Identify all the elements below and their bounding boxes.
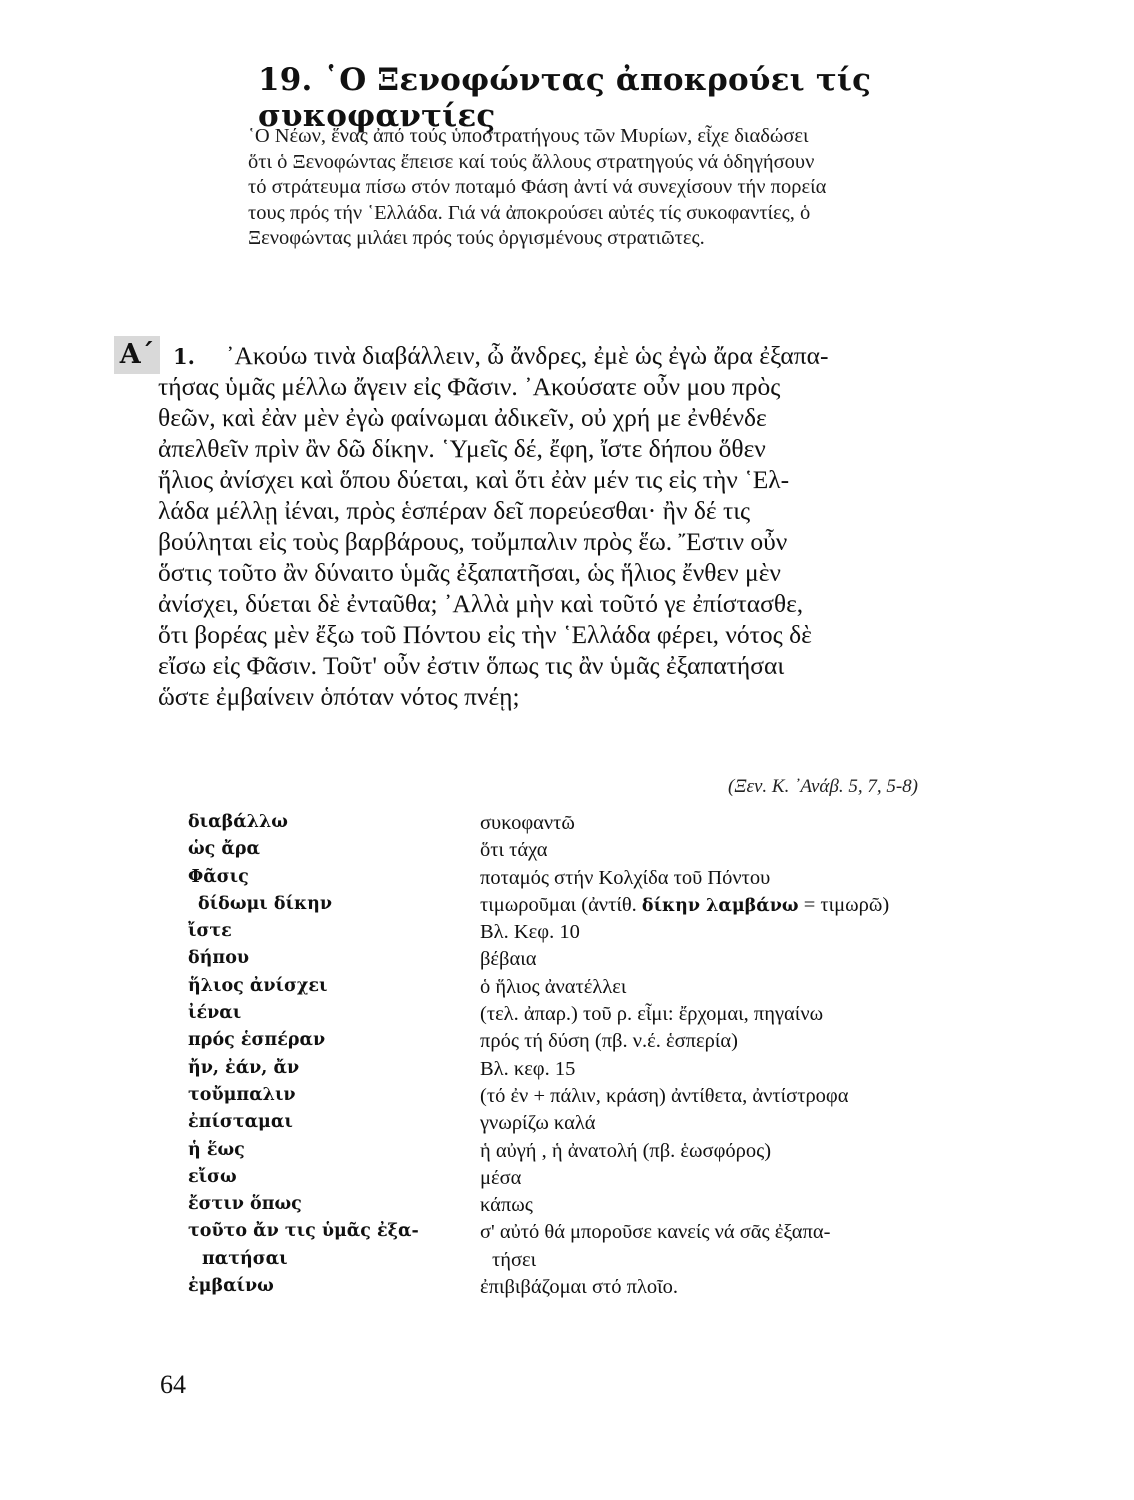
intro-paragraph: [248, 124, 1018, 252]
intro-line: ῾Ο Νέων, ἕνας ἀπό τούς ὑποστρατήγους τῶν Μυρίων, εἶχε διαδώσει: [248, 125, 809, 147]
passage-line: ὥστε ἐμβαίνειν ὁπόταν νότος πνέῃ;: [158, 682, 520, 711]
vocab-term: ἤν, ἐάν, ἄν: [188, 1057, 300, 1078]
vocab-term: τοὔμπαλιν: [188, 1084, 296, 1105]
vocab-row: [188, 839, 1018, 866]
vocab-gloss: βέβαια: [480, 948, 537, 971]
passage-line: βούληται εἰς τοὺς βαρβάρους, τοὔμπαλιν πρὸς ἕω. Ἔστιν οὖν: [158, 527, 788, 556]
vocab-term: δήπου: [188, 948, 250, 969]
intro-line: ὅτι ὁ Ξενοφώντας ἔπεισε καί τούς ἄλλους στρατηγούς νά ὁδηγήσουν: [248, 150, 815, 173]
vocab-term: Φᾶσις: [188, 866, 249, 887]
intro-line: Ξενοφώντας μιλάει πρός τούς ὀργισμένους στρατιῶτες.: [248, 227, 705, 249]
vocab-row: [188, 1030, 1018, 1057]
vocab-gloss-part: = τιμωρῶ): [803, 893, 890, 916]
vocab-gloss: σ' αὐτό θά μποροῦσε κανείς νά σᾶς ἐξαπα-: [480, 1221, 831, 1244]
passage-line: ἀπελθεῖν πρὶν ἂν δῶ δίκην. ῾Υμεῖς δέ, ἔφη, ἴστε δήπου ὅθεν: [158, 434, 766, 463]
vocabulary-list: [188, 812, 1018, 1303]
vocab-gloss: συκοφαντῶ: [480, 812, 575, 834]
vocab-row: [188, 948, 1018, 975]
intro-line: τους πρός τήν ῾Ελλάδα. Γιά νά ἀποκρούσει αὐτές τίς συκοφαντίες, ὁ: [248, 201, 811, 224]
vocab-term: τοῦτο ἄν τις ὑμᾶς ἐξα-: [188, 1221, 419, 1242]
vocab-row: [188, 976, 1018, 1003]
greek-passage: [158, 340, 1028, 712]
vocab-gloss: ποταμός στήν Κολχίδα τοῦ Πόντου: [480, 866, 771, 889]
vocab-row: [188, 812, 1018, 839]
passage-line: εἴσω εἰς Φᾶσιν. Τοῦτ' οὖν ἐστιν ὅπως τις ἂν ὑμᾶς ἐξαπατήσαι: [158, 651, 785, 680]
source-citation: (Ξεν. Κ. ᾿Ανάβ. 5, 7, 5-8): [728, 776, 918, 797]
vocab-term: πατήσαι: [202, 1248, 288, 1269]
vocab-gloss: ἡ αὐγή , ἡ ἀνατολή (πβ. ἑωσφόρος): [480, 1139, 772, 1162]
vocab-gloss: ὅτι τάχα: [480, 839, 548, 862]
vocab-gloss: μέσα: [480, 1166, 522, 1189]
passage-line: ἥλιος ἀνίσχει καὶ ὅπου δύεται, καὶ ὅτι ἐὰν μέν τις εἰς τὴν ῾Ελ-: [158, 465, 790, 494]
vocab-row: [188, 1249, 1018, 1276]
vocab-term: ἰέναι: [188, 1003, 242, 1024]
passage-line: ὅστις τοῦτο ἂν δύναιτο ὑμᾶς ἐξαπατῆσαι, ὡς ἥλιος ἔνθεν μὲν: [158, 558, 781, 587]
vocab-gloss: ὁ ἥλιος ἀνατέλλει: [480, 975, 627, 998]
passage-line: ᾿Ακούω τινὰ διαβάλλειν, ὦ ἄνδρες, ἐμὲ ὡς ἐγὼ ἄρα ἐξαπα-: [226, 341, 829, 370]
vocab-gloss-part: τιμωροῦμαι (ἀντίθ.: [480, 893, 637, 916]
vocab-term: διαβάλλω: [188, 812, 288, 832]
vocab-gloss: Βλ. Κεφ. 10: [480, 921, 580, 944]
passage-line: τήσας ὑμᾶς μέλλω ἄγειν εἰς Φᾶσιν. ᾿Ακούσατε οὖν μου πρὸς: [158, 372, 781, 401]
vocab-term: δίδωμι δίκην: [198, 893, 332, 914]
vocab-term: εἴσω: [188, 1166, 237, 1187]
vocab-term: ὡς ἄρα: [188, 839, 260, 860]
vocab-term: ἥλιος ἀνίσχει: [188, 975, 328, 996]
intro-line: τό στράτευμα πίσω στόν ποταμό Φάση ἀντί νά συνεχίσουν τήν πορεία: [248, 176, 827, 198]
vocab-term: ἴστε: [188, 921, 232, 942]
vocab-gloss: [480, 894, 1020, 917]
vocab-term: ἐμβαίνω: [188, 1276, 274, 1297]
vocab-gloss: γνωρίζω καλά: [480, 1112, 596, 1135]
vocab-row: [188, 1167, 1018, 1194]
vocab-row: [188, 894, 1018, 921]
vocab-term: ἐπίσταμαι: [188, 1112, 293, 1133]
vocab-gloss: (τό ἐν + πάλιν, κράση) ἀντίθετα, ἀντίστροφα: [480, 1084, 849, 1107]
vocab-row: [188, 867, 1018, 894]
vocab-row: [188, 1003, 1018, 1030]
passage-line: λάδα μέλλῃ ἰέναι, πρὸς ἑσπέραν δεῖ πορεύεσθαι· ἢν δέ τις: [158, 496, 751, 525]
vocab-row: [188, 1085, 1018, 1112]
passage-line: θεῶν, καὶ ἐὰν μὲν ἐγὼ φαίνωμαι ἀδικεῖν, οὐ χρή με ἐνθένδε: [158, 403, 767, 432]
vocab-row: [188, 1194, 1018, 1221]
vocab-row: [188, 1140, 1018, 1167]
section-marker: Α΄: [114, 336, 160, 374]
vocab-gloss: τήσει: [492, 1248, 537, 1271]
vocab-gloss: πρός τή δύση (πβ. ν.έ. ἑσπερία): [480, 1030, 738, 1053]
vocab-term: ἔστιν ὅπως: [188, 1194, 302, 1215]
vocab-row: [188, 1221, 1018, 1248]
vocab-row: [188, 1058, 1018, 1085]
vocab-gloss-bold: δίκην λαμβάνω: [641, 895, 799, 916]
vocab-row: [188, 1276, 1018, 1303]
vocab-gloss: (τελ. ἀπαρ.) τοῦ ρ. εἶμι: ἔρχομαι, πηγαίνω: [480, 1003, 824, 1026]
passage-line: ἀνίσχει, δύεται δὲ ἐνταῦθα; ᾿Αλλὰ μὴν καὶ τοῦτό γε ἐπίστασθε,: [158, 589, 804, 618]
vocab-gloss: Βλ. κεφ. 15: [480, 1057, 576, 1080]
passage-line: ὅτι βορέας μὲν ἔξω τοῦ Πόντου εἰς τὴν ῾Ελλάδα φέρει, νότος δὲ: [158, 620, 812, 649]
vocab-term: πρός ἑσπέραν: [188, 1030, 326, 1051]
paragraph-number: 1.: [173, 344, 195, 369]
vocab-gloss: κάπως: [480, 1194, 533, 1217]
vocab-row: [188, 1112, 1018, 1139]
vocab-term: ἡ ἕως: [188, 1139, 245, 1160]
page-number: 64: [160, 1370, 186, 1399]
vocab-gloss: ἐπιβιβάζομαι στό πλοῖο.: [480, 1276, 679, 1299]
vocab-row: [188, 921, 1018, 948]
chapter-title: 19. ῾Ο Ξενοφώντας ἀποκρούει τίς συκοφαντίες: [258, 62, 872, 134]
